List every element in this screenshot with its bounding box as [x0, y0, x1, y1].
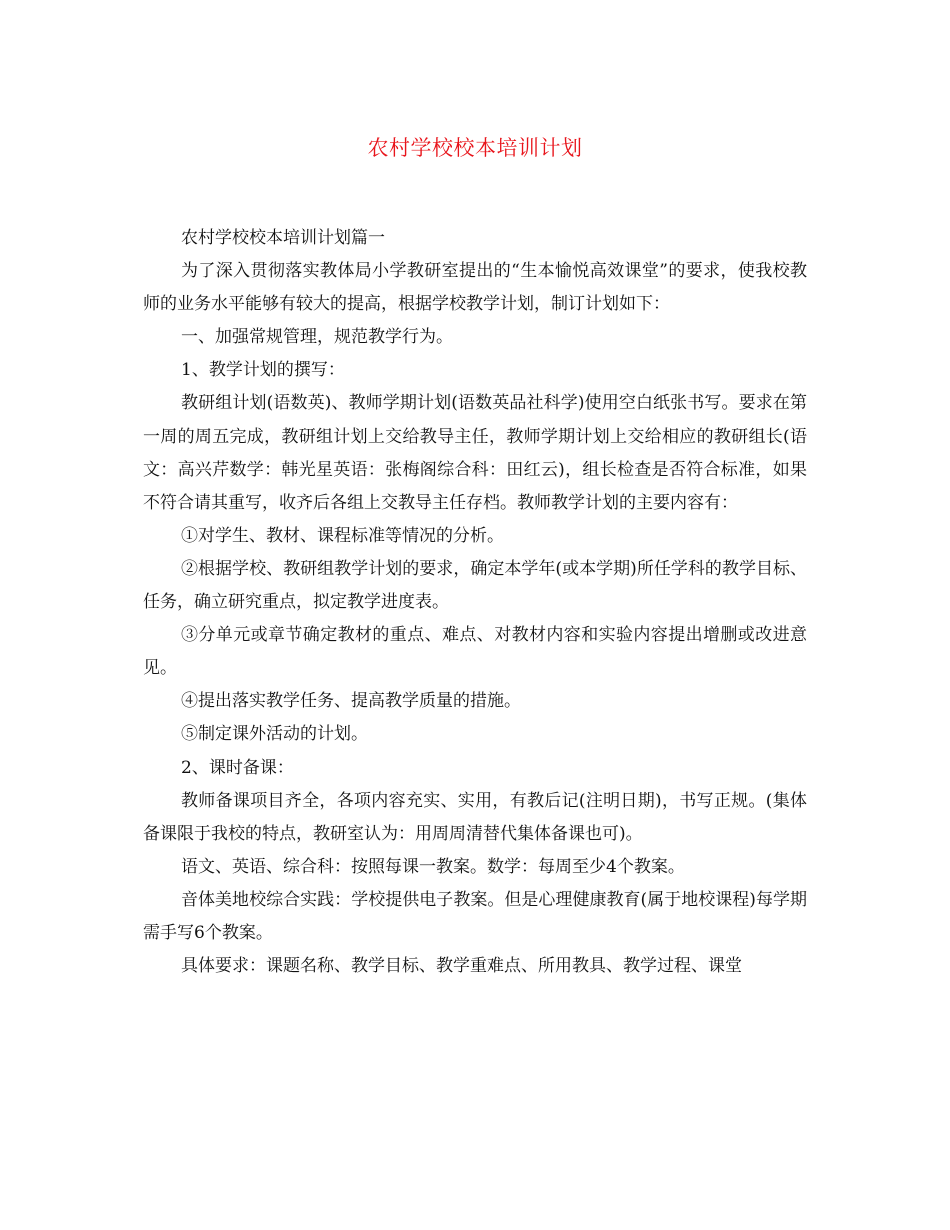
- paragraph: ①对学生、教材、课程标准等情况的分析。: [181, 525, 504, 546]
- paragraph: 为了深入贯彻落实教体局小学教研室提出的“生本愉悦高效课堂”的要求，使我校教师的业务水平能够有较大的提高，根据学校教学计划，制订计划如下：: [143, 261, 807, 315]
- paragraph: ④提出落实教学任务、提高教学质量的措施。: [181, 691, 521, 712]
- paragraph: 一、加强常规管理，规范教学行为。: [181, 327, 453, 348]
- paragraph: 教师备课项目齐全，各项内容充实、实用，有教后记(注明日期)，书写正规。(集体备课限于我校的特点，教研室认为：用周周清替代集体备课也可)。: [143, 790, 807, 844]
- paragraph: 语文、英语、综合科：按照每课一教案。数学：每周至少4个教案。: [181, 856, 685, 877]
- paragraph: ③分单元或章节确定教材的重点、难点、对教材内容和实验内容提出增删或改进意见。: [143, 625, 807, 679]
- paragraph: ⑤制定课外活动的计划。: [181, 724, 368, 745]
- paragraph: ②根据学校、教研组教学计划的要求，确定本学年(或本学期)所任学科的教学目标、任务，确立研究重点，拟定教学进度表。: [143, 558, 807, 613]
- paragraph: 1、教学计划的撰写：: [181, 360, 345, 381]
- document-title: 农村学校校本培训计划: [367, 136, 583, 160]
- document-body: [143, 222, 807, 983]
- paragraph: 具体要求：课题名称、教学目标、教学重难点、所用教具、教学过程、课堂: [181, 956, 742, 977]
- paragraph: 2、课时备课：: [181, 757, 294, 778]
- paragraph: 教研组计划(语数英)、教师学期计划(语数英品社科学)使用空白纸张书写。要求在第一周的周五完成，教研组计划上交给教导主任，教师学期计划上交给相应的教研组长(语文：高兴芹数学：韩光星英语：张梅阁综合科：田红云)，组长检查是否符合标准，如果不符合请其重写，收齐后各组上交教导主任存档。教师教学计划的主要内容有：: [143, 393, 807, 513]
- paragraph: 农村学校校本培训计划篇一: [181, 228, 385, 248]
- paragraph: 音体美地校综合实践：学校提供电子教案。但是心理健康教育(属于地校课程)每学期需手写6个教案。: [143, 889, 807, 943]
